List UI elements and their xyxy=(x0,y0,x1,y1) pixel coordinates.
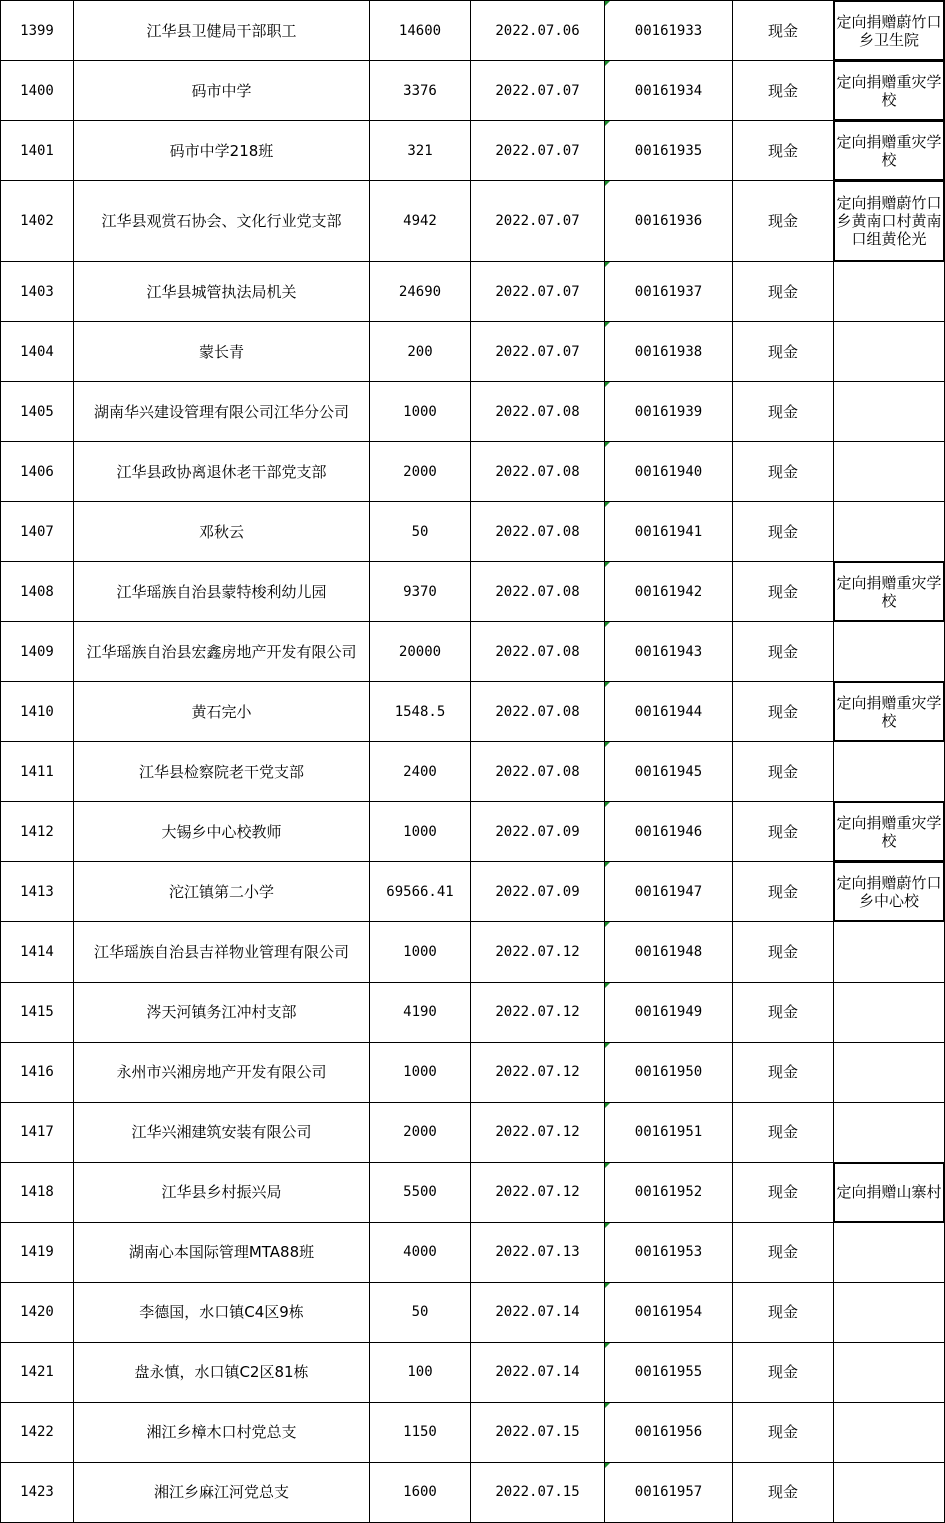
donation-date: 2022.07.08 xyxy=(471,502,605,562)
payment-method: 现金 xyxy=(733,1462,834,1522)
donor-name: 李德国，水口镇C4区9栋 xyxy=(74,1282,370,1342)
payment-method: 现金 xyxy=(733,1102,834,1162)
donation-date: 2022.07.08 xyxy=(471,742,605,802)
payment-method: 现金 xyxy=(733,922,834,982)
donation-date: 2022.07.12 xyxy=(471,922,605,982)
payment-method: 现金 xyxy=(733,1342,834,1402)
table-row xyxy=(1,442,945,502)
donation-amount: 200 xyxy=(370,322,471,382)
donation-amount: 9370 xyxy=(370,562,471,622)
receipt-number: 00161938 xyxy=(605,322,733,382)
donation-date: 2022.07.07 xyxy=(471,262,605,322)
donation-date: 2022.07.07 xyxy=(471,322,605,382)
table-row xyxy=(1,382,945,442)
remark: 定向捐赠重灾学校 xyxy=(834,682,945,742)
payment-method: 现金 xyxy=(733,382,834,442)
receipt-number: 00161937 xyxy=(605,262,733,322)
receipt-number: 00161948 xyxy=(605,922,733,982)
donor-name: 江华瑶族自治县宏鑫房地产开发有限公司 xyxy=(74,622,370,682)
row-number: 1407 xyxy=(1,502,74,562)
receipt-number: 00161954 xyxy=(605,1282,733,1342)
row-number: 1418 xyxy=(1,1162,74,1222)
donation-date: 2022.07.15 xyxy=(471,1462,605,1522)
donation-amount: 4942 xyxy=(370,181,471,262)
donor-name: 江华瑶族自治县蒙特梭利幼儿园 xyxy=(74,562,370,622)
row-number: 1401 xyxy=(1,121,74,181)
receipt-number: 00161952 xyxy=(605,1162,733,1222)
row-number: 1411 xyxy=(1,742,74,802)
receipt-number: 00161949 xyxy=(605,982,733,1042)
donor-name: 江华县卫健局干部职工 xyxy=(74,1,370,61)
row-number: 1399 xyxy=(1,1,74,61)
donation-date: 2022.07.08 xyxy=(471,442,605,502)
row-number: 1420 xyxy=(1,1282,74,1342)
donation-amount: 2000 xyxy=(370,1102,471,1162)
remark xyxy=(834,922,945,982)
donation-amount: 2000 xyxy=(370,442,471,502)
receipt-number: 00161942 xyxy=(605,562,733,622)
table-row xyxy=(1,1222,945,1282)
payment-method: 现金 xyxy=(733,1162,834,1222)
donation-date: 2022.07.09 xyxy=(471,862,605,922)
table-row xyxy=(1,502,945,562)
donor-name: 湖南华兴建设管理有限公司江华分公司 xyxy=(74,382,370,442)
table-row xyxy=(1,262,945,322)
donation-date: 2022.07.08 xyxy=(471,682,605,742)
donation-amount: 1000 xyxy=(370,1042,471,1102)
donor-name: 湘江乡樟木口村党总支 xyxy=(74,1402,370,1462)
row-number: 1415 xyxy=(1,982,74,1042)
table-row xyxy=(1,1342,945,1402)
table-row xyxy=(1,121,945,181)
donor-name: 江华县检察院老干党支部 xyxy=(74,742,370,802)
remark: 定向捐赠重灾学校 xyxy=(834,121,945,181)
remark xyxy=(834,262,945,322)
donation-date: 2022.07.06 xyxy=(471,1,605,61)
table-row xyxy=(1,1102,945,1162)
remark xyxy=(834,442,945,502)
row-number: 1412 xyxy=(1,802,74,862)
donation-amount: 20000 xyxy=(370,622,471,682)
remark: 定向捐赠蔚竹口乡黄南口村黄南口组黄伦光 xyxy=(834,181,945,262)
receipt-number: 00161939 xyxy=(605,382,733,442)
donation-amount: 1000 xyxy=(370,382,471,442)
donor-name: 码市中学 xyxy=(74,61,370,121)
remark xyxy=(834,742,945,802)
donation-amount: 50 xyxy=(370,1282,471,1342)
table-row xyxy=(1,682,945,742)
remark xyxy=(834,1102,945,1162)
donation-amount: 1548.5 xyxy=(370,682,471,742)
receipt-number: 00161934 xyxy=(605,61,733,121)
donor-name: 湖南心本国际管理MTA88班 xyxy=(74,1222,370,1282)
row-number: 1404 xyxy=(1,322,74,382)
row-number: 1402 xyxy=(1,181,74,262)
donor-name: 蒙长青 xyxy=(74,322,370,382)
donation-amount: 69566.41 xyxy=(370,862,471,922)
payment-method: 现金 xyxy=(733,982,834,1042)
donor-name: 江华县观赏石协会、文化行业党支部 xyxy=(74,181,370,262)
donor-name: 涔天河镇务江冲村支部 xyxy=(74,982,370,1042)
remark xyxy=(834,1282,945,1342)
table-row xyxy=(1,862,945,922)
receipt-number: 00161957 xyxy=(605,1462,733,1522)
receipt-number: 00161933 xyxy=(605,1,733,61)
donation-date: 2022.07.07 xyxy=(471,181,605,262)
donation-date: 2022.07.12 xyxy=(471,1042,605,1102)
row-number: 1417 xyxy=(1,1102,74,1162)
donation-amount: 24690 xyxy=(370,262,471,322)
payment-method: 现金 xyxy=(733,1282,834,1342)
remark: 定向捐赠蔚竹口乡卫生院 xyxy=(834,1,945,61)
donation-amount: 321 xyxy=(370,121,471,181)
payment-method: 现金 xyxy=(733,181,834,262)
table-row xyxy=(1,742,945,802)
donation-amount: 100 xyxy=(370,1342,471,1402)
donation-date: 2022.07.07 xyxy=(471,61,605,121)
row-number: 1405 xyxy=(1,382,74,442)
table-body xyxy=(1,1,945,1523)
payment-method: 现金 xyxy=(733,442,834,502)
payment-method: 现金 xyxy=(733,862,834,922)
receipt-number: 00161940 xyxy=(605,442,733,502)
remark: 定向捐赠山寨村 xyxy=(834,1162,945,1222)
receipt-number: 00161936 xyxy=(605,181,733,262)
payment-method: 现金 xyxy=(733,502,834,562)
table-row xyxy=(1,1402,945,1462)
remark: 定向捐赠重灾学校 xyxy=(834,562,945,622)
donor-name: 码市中学218班 xyxy=(74,121,370,181)
receipt-number: 00161946 xyxy=(605,802,733,862)
donation-date: 2022.07.12 xyxy=(471,982,605,1042)
donation-date: 2022.07.14 xyxy=(471,1342,605,1402)
donation-date: 2022.07.08 xyxy=(471,622,605,682)
donor-name: 江华县政协离退休老干部党支部 xyxy=(74,442,370,502)
donor-name: 永州市兴湘房地产开发有限公司 xyxy=(74,1042,370,1102)
table-row xyxy=(1,1,945,61)
remark xyxy=(834,1342,945,1402)
donation-date: 2022.07.09 xyxy=(471,802,605,862)
donor-name: 湘江乡麻江河党总支 xyxy=(74,1462,370,1522)
remark xyxy=(834,322,945,382)
row-number: 1403 xyxy=(1,262,74,322)
table-row xyxy=(1,562,945,622)
donation-amount: 50 xyxy=(370,502,471,562)
remark xyxy=(834,382,945,442)
receipt-number: 00161947 xyxy=(605,862,733,922)
donation-amount: 1000 xyxy=(370,922,471,982)
receipt-number: 00161944 xyxy=(605,682,733,742)
remark: 定向捐赠蔚竹口乡中心校 xyxy=(834,862,945,922)
payment-method: 现金 xyxy=(733,742,834,802)
donation-date: 2022.07.08 xyxy=(471,382,605,442)
row-number: 1421 xyxy=(1,1342,74,1402)
payment-method: 现金 xyxy=(733,1042,834,1102)
receipt-number: 00161941 xyxy=(605,502,733,562)
receipt-number: 00161953 xyxy=(605,1222,733,1282)
payment-method: 现金 xyxy=(733,682,834,742)
remark xyxy=(834,1462,945,1522)
donation-date: 2022.07.12 xyxy=(471,1162,605,1222)
donation-amount: 4190 xyxy=(370,982,471,1042)
donor-name: 邓秋云 xyxy=(74,502,370,562)
payment-method: 现金 xyxy=(733,562,834,622)
payment-method: 现金 xyxy=(733,121,834,181)
remark xyxy=(834,1402,945,1462)
table-row xyxy=(1,1462,945,1522)
payment-method: 现金 xyxy=(733,622,834,682)
row-number: 1423 xyxy=(1,1462,74,1522)
table-row xyxy=(1,181,945,262)
receipt-number: 00161945 xyxy=(605,742,733,802)
remark xyxy=(834,1222,945,1282)
receipt-number: 00161951 xyxy=(605,1102,733,1162)
donation-date: 2022.07.08 xyxy=(471,562,605,622)
donor-name: 大锡乡中心校教师 xyxy=(74,802,370,862)
donor-name: 江华县城管执法局机关 xyxy=(74,262,370,322)
row-number: 1410 xyxy=(1,682,74,742)
row-number: 1416 xyxy=(1,1042,74,1102)
donation-amount: 5500 xyxy=(370,1162,471,1222)
remark xyxy=(834,622,945,682)
table-row xyxy=(1,61,945,121)
table-row xyxy=(1,1282,945,1342)
row-number: 1414 xyxy=(1,922,74,982)
donation-amount: 1600 xyxy=(370,1462,471,1522)
table-row xyxy=(1,622,945,682)
donation-date: 2022.07.12 xyxy=(471,1102,605,1162)
row-number: 1419 xyxy=(1,1222,74,1282)
remark xyxy=(834,1042,945,1102)
donation-date: 2022.07.15 xyxy=(471,1402,605,1462)
payment-method: 现金 xyxy=(733,262,834,322)
receipt-number: 00161943 xyxy=(605,622,733,682)
row-number: 1422 xyxy=(1,1402,74,1462)
table-row xyxy=(1,322,945,382)
donor-name: 江华瑶族自治县吉祥物业管理有限公司 xyxy=(74,922,370,982)
donation-amount: 2400 xyxy=(370,742,471,802)
remark: 定向捐赠重灾学校 xyxy=(834,61,945,121)
table-row xyxy=(1,1042,945,1102)
table-row xyxy=(1,802,945,862)
row-number: 1408 xyxy=(1,562,74,622)
donor-name: 黄石完小 xyxy=(74,682,370,742)
payment-method: 现金 xyxy=(733,802,834,862)
payment-method: 现金 xyxy=(733,322,834,382)
donor-name: 盘永慎，水口镇C2区81栋 xyxy=(74,1342,370,1402)
receipt-number: 00161935 xyxy=(605,121,733,181)
donation-amount: 1000 xyxy=(370,802,471,862)
row-number: 1406 xyxy=(1,442,74,502)
payment-method: 现金 xyxy=(733,1222,834,1282)
row-number: 1400 xyxy=(1,61,74,121)
remark xyxy=(834,982,945,1042)
donation-date: 2022.07.13 xyxy=(471,1222,605,1282)
table-row xyxy=(1,982,945,1042)
table-row xyxy=(1,922,945,982)
remark xyxy=(834,502,945,562)
receipt-number: 00161955 xyxy=(605,1342,733,1402)
table-row xyxy=(1,1162,945,1222)
donor-name: 江华县乡村振兴局 xyxy=(74,1162,370,1222)
row-number: 1413 xyxy=(1,862,74,922)
donation-amount: 3376 xyxy=(370,61,471,121)
payment-method: 现金 xyxy=(733,1,834,61)
payment-method: 现金 xyxy=(733,1402,834,1462)
donation-date: 2022.07.14 xyxy=(471,1282,605,1342)
donor-name: 沱江镇第二小学 xyxy=(74,862,370,922)
payment-method: 现金 xyxy=(733,61,834,121)
donation-date: 2022.07.07 xyxy=(471,121,605,181)
receipt-number: 00161956 xyxy=(605,1402,733,1462)
donation-amount: 4000 xyxy=(370,1222,471,1282)
donation-amount: 14600 xyxy=(370,1,471,61)
remark: 定向捐赠重灾学校 xyxy=(834,802,945,862)
row-number: 1409 xyxy=(1,622,74,682)
receipt-number: 00161950 xyxy=(605,1042,733,1102)
donor-name: 江华兴湘建筑安装有限公司 xyxy=(74,1102,370,1162)
donation-amount: 1150 xyxy=(370,1402,471,1462)
